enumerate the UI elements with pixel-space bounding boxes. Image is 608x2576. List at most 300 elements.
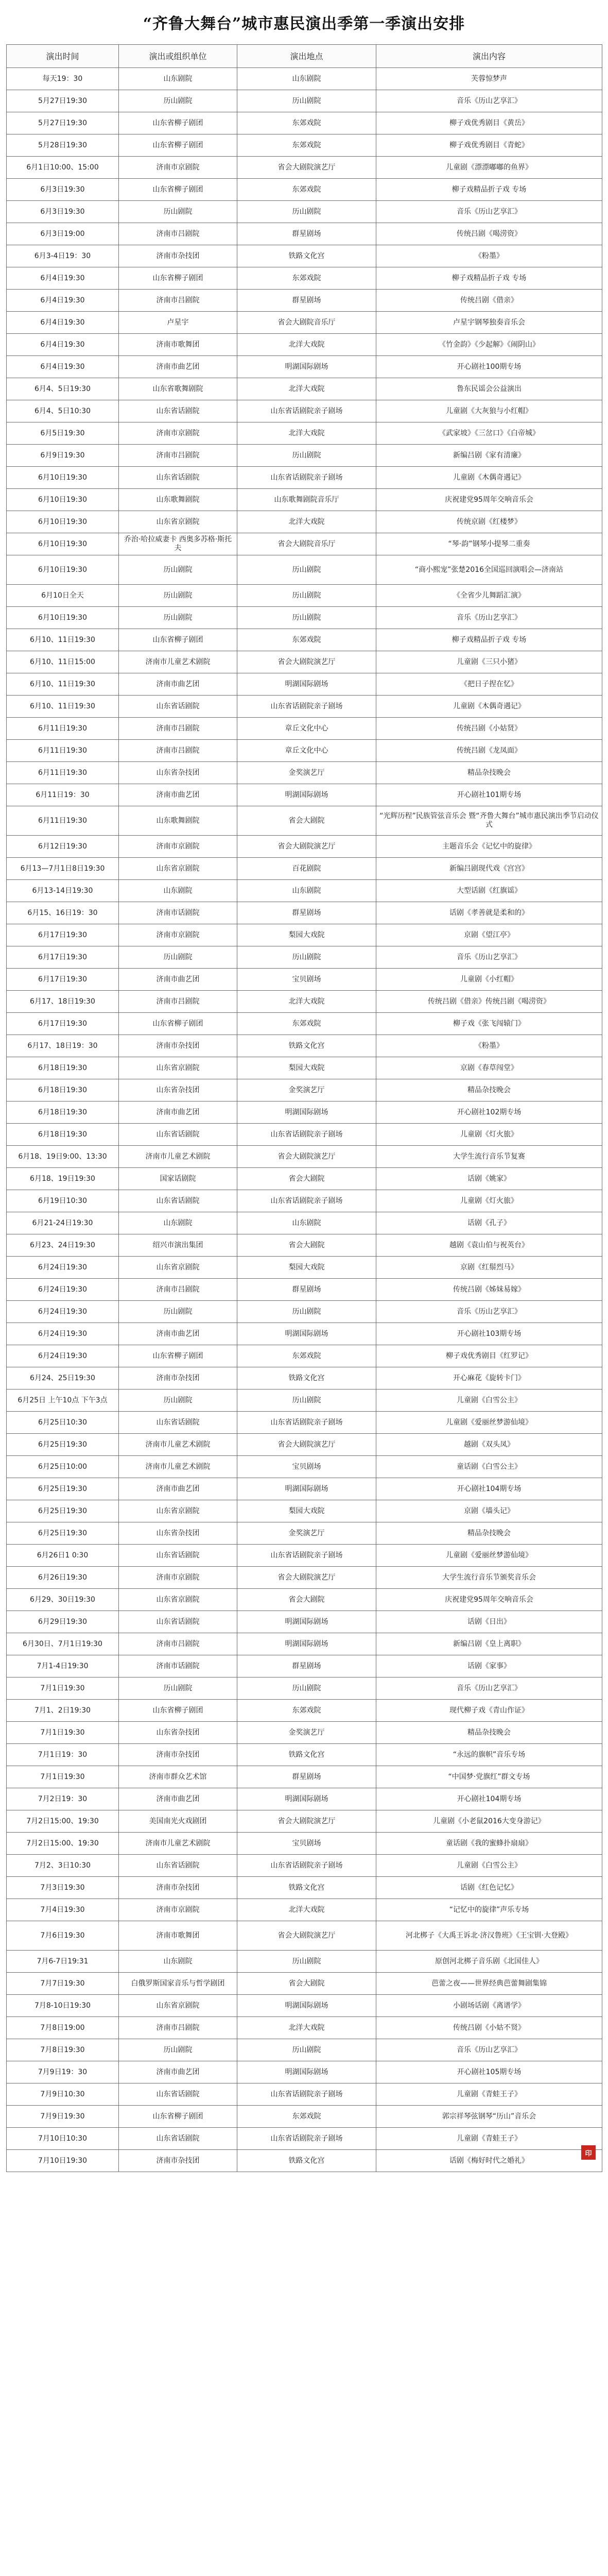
cell-venue: 东郊戏院 (237, 179, 376, 201)
cell-content: 开心剧社103期专场 (376, 1323, 602, 1345)
table-row (7, 836, 602, 858)
cell-venue: 山东省话剧院亲子剧场 (237, 2083, 376, 2106)
cell-content: 传统吕剧《小姑不贤》 (376, 2017, 602, 2039)
cell-content: 童话剧《我的蜜蜂扑扇扇》 (376, 1833, 602, 1855)
cell-venue: 群星剧场 (237, 1279, 376, 1301)
cell-organizer: 济南市曲艺团 (119, 673, 237, 696)
cell-venue: 历山剧院 (237, 90, 376, 112)
cell-organizer: 山东省话剧院 (119, 696, 237, 718)
cell-organizer: 济南市杂技团 (119, 2150, 237, 2172)
cell-time: 7月4日19:30 (7, 1899, 119, 1921)
table-row (7, 1057, 602, 1079)
cell-time: 6月3日19:00 (7, 223, 119, 245)
cell-content: 《把日子捏在忆》 (376, 673, 602, 696)
cell-organizer: 山东省京剧院 (119, 1995, 237, 2017)
table-row (7, 880, 602, 902)
cell-content: 传统吕剧《姊妹易嫁》 (376, 1279, 602, 1301)
cell-content: 话剧《红色记忆》 (376, 1877, 602, 1899)
table-row (7, 969, 602, 991)
cell-content: 开心剧社104期专场 (376, 1788, 602, 1810)
cell-venue: 北洋大戏院 (237, 991, 376, 1013)
table-row (7, 1013, 602, 1035)
cell-organizer: 山东省京剧院 (119, 1500, 237, 1522)
cell-content: 大学生流行音乐节复赛 (376, 1146, 602, 1168)
cell-content: 庆祝建党95周年交响音乐会 (376, 489, 602, 511)
cell-time: 6月25日 上午10点 下午3点 (7, 1389, 119, 1412)
cell-organizer: 山东省柳子剧团 (119, 134, 237, 157)
table-row (7, 902, 602, 924)
table-row (7, 1744, 602, 1766)
cell-venue: 历山剧院 (237, 2039, 376, 2061)
cell-venue: 历山剧院 (237, 555, 376, 585)
table-row (7, 585, 602, 607)
cell-content: 鲁东民谣会公益演出 (376, 378, 602, 400)
cell-content: “永远的旗帜”音乐专场 (376, 1744, 602, 1766)
cell-venue: 山东省话剧院亲子剧场 (237, 1124, 376, 1146)
cell-venue: 明湖国际剧场 (237, 673, 376, 696)
cell-organizer: 山东省话剧院 (119, 400, 237, 422)
cell-organizer: 济南市吕剧院 (119, 1279, 237, 1301)
table-row (7, 267, 602, 290)
table-row (7, 1810, 602, 1833)
cell-organizer: 山东省柳子剧团 (119, 1345, 237, 1367)
cell-time: 7月1日19:30 (7, 1677, 119, 1700)
table-row (7, 1456, 602, 1478)
cell-venue: 铁路文化宫 (237, 1035, 376, 1057)
table-row (7, 400, 602, 422)
table-row (7, 1168, 602, 1190)
cell-time: 6月9日19:30 (7, 445, 119, 467)
cell-content: 开心剧社104期专场 (376, 1478, 602, 1500)
cell-organizer: 济南市歌舞团 (119, 334, 237, 356)
table-row (7, 1190, 602, 1212)
cell-content: 儿童剧《白雪公主》 (376, 1855, 602, 1877)
table-row (7, 2039, 602, 2061)
cell-organizer: 山东省话剧院 (119, 1545, 237, 1567)
cell-organizer: 济南市曲艺团 (119, 1478, 237, 1500)
cell-content: 儿童剧《木偶奇遇记》 (376, 467, 602, 489)
cell-content: 传统京剧《红楼梦》 (376, 511, 602, 533)
cell-organizer: 历山剧院 (119, 1301, 237, 1323)
cell-time: 6月10日19:30 (7, 533, 119, 555)
cell-venue: 省会大剧院演艺厅 (237, 1921, 376, 1951)
cell-organizer: 山东省话剧院 (119, 1611, 237, 1633)
cell-content: 开心麻花《旋转卡门》 (376, 1367, 602, 1389)
cell-content: 音乐《历山艺享汇》 (376, 1677, 602, 1700)
table-header-row (7, 45, 602, 68)
table-row (7, 1899, 602, 1921)
cell-organizer: 山东省杂技团 (119, 1722, 237, 1744)
table-row (7, 1633, 602, 1655)
table-row (7, 334, 602, 356)
cell-venue: 北洋大戏院 (237, 378, 376, 400)
cell-time: 6月11日19:30 (7, 762, 119, 784)
cell-content: 柳子戏精品折子戏 专场 (376, 629, 602, 651)
cell-organizer: 山东省话剧院 (119, 1412, 237, 1434)
table-row (7, 1367, 602, 1389)
cell-organizer: 济南市儿童艺术剧院 (119, 1146, 237, 1168)
cell-organizer: 山东剧院 (119, 68, 237, 90)
cell-time: 6月18日19:30 (7, 1079, 119, 1101)
cell-content: 卢星宇钢琴独奏音乐会 (376, 312, 602, 334)
cell-content: 儿童剧《小老鼠2016大变身游记》 (376, 1810, 602, 1833)
cell-venue: 历山剧院 (237, 445, 376, 467)
cell-time: 6月18、19日9:00、13:30 (7, 1146, 119, 1168)
cell-venue: 群星剧场 (237, 1766, 376, 1788)
cell-time: 7月8日19:00 (7, 2017, 119, 2039)
cell-venue: 金奖演艺厅 (237, 1722, 376, 1744)
table-row (7, 467, 602, 489)
cell-venue: 群星剧场 (237, 902, 376, 924)
cell-content: 大型话剧《红旗谣》 (376, 880, 602, 902)
cell-time: 6月25日19:30 (7, 1478, 119, 1500)
cell-time: 6月10、11日15:00 (7, 651, 119, 673)
cell-venue: 山东剧院 (237, 68, 376, 90)
cell-organizer: 济南市杂技团 (119, 1367, 237, 1389)
cell-time: 6月4日19:30 (7, 290, 119, 312)
cell-venue: 梨园大戏院 (237, 1057, 376, 1079)
cell-venue: 山东剧院 (237, 1212, 376, 1234)
cell-content: “光辉历程”民族管弦音乐会 暨“齐鲁大舞台”城市惠民演出季节启动仪式 (376, 806, 602, 836)
table-row (7, 1279, 602, 1301)
cell-venue: 东郊戏院 (237, 1700, 376, 1722)
cell-venue: 明湖国际剧场 (237, 356, 376, 378)
cell-organizer: 济南市儿童艺术剧院 (119, 651, 237, 673)
cell-content: 话剧《日出》 (376, 1611, 602, 1633)
cell-content: “记忆中的旋律”声乐专场 (376, 1899, 602, 1921)
header-time: 演出时间 (7, 45, 119, 68)
cell-content: 开心剧社102期专场 (376, 1101, 602, 1124)
cell-time: 6月10日19:30 (7, 555, 119, 585)
table-row (7, 511, 602, 533)
cell-time: 6月18日19:30 (7, 1101, 119, 1124)
cell-content: 话剧《孔子》 (376, 1212, 602, 1234)
cell-time: 6月4日19:30 (7, 312, 119, 334)
cell-time: 6月10日19:30 (7, 607, 119, 629)
cell-content: 柳子戏优秀剧目《青蛇》 (376, 134, 602, 157)
cell-organizer: 历山剧院 (119, 585, 237, 607)
cell-venue: 历山剧院 (237, 585, 376, 607)
cell-content: 开心剧社100期专场 (376, 356, 602, 378)
cell-organizer: 山东省柳子剧团 (119, 267, 237, 290)
cell-venue: 省会大剧院音乐厅 (237, 312, 376, 334)
cell-time: 6月19日10:30 (7, 1190, 119, 1212)
table-row (7, 245, 602, 267)
table-row (7, 2128, 602, 2150)
cell-venue: 省会大剧院演艺厅 (237, 1567, 376, 1589)
cell-time: 6月10日19:30 (7, 511, 119, 533)
cell-time: 6月24日19:30 (7, 1279, 119, 1301)
cell-venue: 山东省话剧院亲子剧场 (237, 1855, 376, 1877)
cell-content: 精品杂技晚会 (376, 1722, 602, 1744)
table-row (7, 1257, 602, 1279)
cell-venue: 山东省话剧院亲子剧场 (237, 1412, 376, 1434)
cell-time: 7月9日10:30 (7, 2083, 119, 2106)
table-row (7, 1973, 602, 1995)
cell-organizer: 济南市杂技团 (119, 1035, 237, 1057)
cell-organizer: 济南市吕剧院 (119, 2017, 237, 2039)
cell-organizer: 山东省柳子剧团 (119, 179, 237, 201)
cell-content: 音乐《历山艺享汇》 (376, 2039, 602, 2061)
cell-content: 柳子戏精品折子戏 专场 (376, 267, 602, 290)
cell-venue: 金奖演艺厅 (237, 1522, 376, 1545)
cell-venue: 山东省话剧院亲子剧场 (237, 400, 376, 422)
cell-organizer: 济南市京剧院 (119, 924, 237, 946)
table-row (7, 1567, 602, 1589)
cell-time: 6月11日19:30 (7, 806, 119, 836)
cell-time: 6月17日19:30 (7, 1013, 119, 1035)
cell-time: 6月13—7月1日8日19:30 (7, 858, 119, 880)
table-row (7, 2150, 602, 2172)
table-row (7, 1212, 602, 1234)
table-row (7, 1995, 602, 2017)
cell-venue: 省会大剧院演艺厅 (237, 836, 376, 858)
table-row (7, 2083, 602, 2106)
cell-content: 庆祝建党95周年交响音乐会 (376, 1589, 602, 1611)
cell-organizer: 济南市京剧院 (119, 1899, 237, 1921)
table-row (7, 1101, 602, 1124)
table-row (7, 1700, 602, 1722)
cell-time: 6月13-14日19:30 (7, 880, 119, 902)
cell-time: 6月5日19:30 (7, 422, 119, 445)
cell-organizer: 山东省话剧院 (119, 1190, 237, 1212)
table-row (7, 1301, 602, 1323)
cell-content: 传统吕剧《小姑贤》 (376, 718, 602, 740)
cell-time: 6月12日19:30 (7, 836, 119, 858)
cell-venue: 明湖国际剧场 (237, 1633, 376, 1655)
table-row (7, 629, 602, 651)
cell-content: “琴·韵”钢琴小提琴二重奏 (376, 533, 602, 555)
cell-time: 6月15、16日19：30 (7, 902, 119, 924)
cell-time: 6月1日10:00、15:00 (7, 157, 119, 179)
table-row (7, 290, 602, 312)
cell-time: 7月2日15:00、19:30 (7, 1810, 119, 1833)
cell-organizer: 济南市吕剧院 (119, 223, 237, 245)
cell-organizer: 济南市京剧院 (119, 836, 237, 858)
cell-content: 大学生流行音乐节颁奖音乐会 (376, 1567, 602, 1589)
cell-venue: 明湖国际剧场 (237, 1101, 376, 1124)
table-row (7, 784, 602, 806)
table-row (7, 201, 602, 223)
cell-venue: 东郊戏院 (237, 134, 376, 157)
cell-content: 儿童剧《木偶奇遇记》 (376, 696, 602, 718)
table-row (7, 134, 602, 157)
table-row (7, 157, 602, 179)
cell-content: 儿童剧《青蛙王子》 (376, 2083, 602, 2106)
cell-organizer: 山东歌舞剧院 (119, 489, 237, 511)
table-row (7, 1855, 602, 1877)
cell-organizer: 山东省京剧院 (119, 511, 237, 533)
cell-content: 柳子戏《张飞闯辕门》 (376, 1013, 602, 1035)
cell-content: “中国梦·党旗红”群文专场 (376, 1766, 602, 1788)
cell-time: 6月3-4日19：30 (7, 245, 119, 267)
table-row (7, 2106, 602, 2128)
cell-content: 话剧《梅好时代之婚礼》 (376, 2150, 602, 2172)
cell-content: 传统吕剧《借亲》 (376, 290, 602, 312)
cell-content: 京剧《红鬃烈马》 (376, 1257, 602, 1279)
cell-organizer: 山东省杂技团 (119, 1522, 237, 1545)
cell-content: 传统吕剧《借亲》传统吕剧《喝涝资》 (376, 991, 602, 1013)
cell-venue: 梨园大戏院 (237, 1500, 376, 1522)
table-row (7, 422, 602, 445)
cell-content: 《竹金韵》《少起解》《闹阴山》 (376, 334, 602, 356)
cell-venue: 金奖演艺厅 (237, 762, 376, 784)
cell-venue: 群星剧场 (237, 223, 376, 245)
cell-organizer: 山东省杂技团 (119, 762, 237, 784)
cell-venue: 铁路文化宫 (237, 1367, 376, 1389)
cell-organizer: 山东省柳子剧团 (119, 112, 237, 134)
cell-venue: 山东省话剧院亲子剧场 (237, 467, 376, 489)
cell-time: 7月1日19:30 (7, 1766, 119, 1788)
cell-organizer: 卢星宇 (119, 312, 237, 334)
table-row (7, 946, 602, 969)
cell-venue: 群星剧场 (237, 1655, 376, 1677)
cell-time: 6月24日19:30 (7, 1257, 119, 1279)
cell-organizer: 国家话剧院 (119, 1168, 237, 1190)
cell-time: 6月25日19:30 (7, 1522, 119, 1545)
cell-content: 儿童剧《灯火旅》 (376, 1190, 602, 1212)
cell-time: 6月11日19:30 (7, 740, 119, 762)
table-row (7, 1434, 602, 1456)
cell-content: 新编吕剧《家有清廉》 (376, 445, 602, 467)
schedule-body (7, 68, 602, 2172)
cell-organizer: 山东省杂技团 (119, 1079, 237, 1101)
cell-content: 童话剧《白雪公主》 (376, 1456, 602, 1478)
table-row (7, 806, 602, 836)
cell-time: 6月24日19:30 (7, 1301, 119, 1323)
table-row (7, 1146, 602, 1168)
cell-organizer: 历山剧院 (119, 2039, 237, 2061)
cell-organizer: 山东省京剧院 (119, 1057, 237, 1079)
cell-venue: 东郊戏院 (237, 112, 376, 134)
cell-time: 7月7日19:30 (7, 1973, 119, 1995)
cell-content: 柳子戏精品折子戏 专场 (376, 179, 602, 201)
cell-organizer: 济南市京剧院 (119, 422, 237, 445)
cell-time: 7月1日19：30 (7, 1744, 119, 1766)
cell-time: 6月18日19:30 (7, 1057, 119, 1079)
cell-organizer: 历山剧院 (119, 607, 237, 629)
cell-content: 小剧场话剧《离谱学》 (376, 1995, 602, 2017)
cell-time: 6月29、30日19:30 (7, 1589, 119, 1611)
table-row (7, 2061, 602, 2083)
cell-venue: 历山剧院 (237, 1677, 376, 1700)
cell-time: 6月18、19日19:30 (7, 1168, 119, 1190)
cell-content: 开心剧社101期专场 (376, 784, 602, 806)
cell-venue: 铁路文化宫 (237, 245, 376, 267)
cell-organizer: 济南市杂技团 (119, 245, 237, 267)
cell-content: 儿童剧《大灰狼与小红帽》 (376, 400, 602, 422)
cell-organizer: 白俄罗斯国家音乐与哲学剧团 (119, 1973, 237, 1995)
cell-venue: 北洋大戏院 (237, 422, 376, 445)
cell-organizer: 绍兴市演出集团 (119, 1234, 237, 1257)
schedule-table (6, 44, 602, 2172)
table-row (7, 223, 602, 245)
cell-content: 开心剧社105期专场 (376, 2061, 602, 2083)
cell-organizer: 济南市话剧院 (119, 902, 237, 924)
cell-time: 6月24、25日19:30 (7, 1367, 119, 1389)
cell-organizer: 山东省话剧院 (119, 467, 237, 489)
cell-content: 新编吕剧现代戏《宫宫》 (376, 858, 602, 880)
cell-content: 京剧《春草闯堂》 (376, 1057, 602, 1079)
cell-time: 6月21-24日19:30 (7, 1212, 119, 1234)
table-row (7, 1522, 602, 1545)
cell-content: 原创河北梆子音乐剧《北国佳人》 (376, 1951, 602, 1973)
cell-venue: 铁路文化宫 (237, 1744, 376, 1766)
cell-time: 5月27日19:30 (7, 90, 119, 112)
cell-venue: 北洋大戏院 (237, 1899, 376, 1921)
cell-time: 7月6日19:30 (7, 1921, 119, 1951)
cell-organizer: 历山剧院 (119, 946, 237, 969)
cell-organizer: 山东省京剧院 (119, 1589, 237, 1611)
cell-time: 6月10日19:30 (7, 489, 119, 511)
cell-time: 6月23、24日19:30 (7, 1234, 119, 1257)
cell-time: 7月6-7日19:31 (7, 1951, 119, 1973)
cell-time: 6月25日10:00 (7, 1456, 119, 1478)
cell-content: 话剧《孝善就是柔和的》 (376, 902, 602, 924)
cell-organizer: 济南市曲艺团 (119, 356, 237, 378)
table-row (7, 1611, 602, 1633)
cell-content: 现代柳子戏《青山作证》 (376, 1700, 602, 1722)
cell-time: 7月1、2日19:30 (7, 1700, 119, 1722)
cell-organizer: 山东省话剧院 (119, 1855, 237, 1877)
cell-venue: 省会大剧院音乐厅 (237, 533, 376, 555)
cell-time: 每天19：30 (7, 68, 119, 90)
table-row (7, 1921, 602, 1951)
cell-content: 精品杂技晚会 (376, 762, 602, 784)
cell-time: 6月17日19:30 (7, 924, 119, 946)
cell-time: 7月1日19:30 (7, 1722, 119, 1744)
table-row (7, 651, 602, 673)
table-row (7, 1323, 602, 1345)
cell-organizer: 济南市杂技团 (119, 1877, 237, 1899)
cell-venue: 东郊戏院 (237, 629, 376, 651)
cell-venue: 历山剧院 (237, 201, 376, 223)
table-row (7, 1478, 602, 1500)
cell-time: 7月2日15:00、19:30 (7, 1833, 119, 1855)
cell-content: 儿童剧《爱丽丝梦游仙境》 (376, 1412, 602, 1434)
cell-time: 6月4、5日19:30 (7, 378, 119, 400)
table-row (7, 533, 602, 555)
cell-venue: 省会大剧院演艺厅 (237, 1146, 376, 1168)
cell-venue: 省会大剧院演艺厅 (237, 651, 376, 673)
cell-content: 儿童剧《漂漂嘟嘟的鱼界》 (376, 157, 602, 179)
cell-time: 6月4日19:30 (7, 334, 119, 356)
table-row (7, 1951, 602, 1973)
cell-venue: 铁路文化宫 (237, 2150, 376, 2172)
cell-venue: 山东省话剧院亲子剧场 (237, 696, 376, 718)
cell-organizer: 济南市曲艺团 (119, 1323, 237, 1345)
table-row (7, 489, 602, 511)
cell-content: 郭宗祥琴弦钢琴“历山”音乐会 (376, 2106, 602, 2128)
cell-venue: 山东省话剧院亲子剧场 (237, 1545, 376, 1567)
table-row (7, 68, 602, 90)
cell-venue: 梨园大戏院 (237, 924, 376, 946)
cell-organizer: 济南市吕剧院 (119, 1633, 237, 1655)
cell-time: 6月10、11日19:30 (7, 629, 119, 651)
cell-venue: 历山剧院 (237, 1951, 376, 1973)
cell-organizer: 济南市儿童艺术剧院 (119, 1434, 237, 1456)
table-row (7, 858, 602, 880)
cell-venue: 历山剧院 (237, 946, 376, 969)
cell-venue: 山东歌舞剧院音乐厅 (237, 489, 376, 511)
cell-time: 6月17、18日19:30 (7, 991, 119, 1013)
cell-content: 《武家坡》《三岔口》《白帝城》 (376, 422, 602, 445)
cell-organizer: 济南市曲艺团 (119, 784, 237, 806)
cell-content: 音乐《历山艺享汇》 (376, 607, 602, 629)
cell-venue: 山东剧院 (237, 880, 376, 902)
cell-content: 主题音乐会《记忆中的旋律》 (376, 836, 602, 858)
table-row (7, 1722, 602, 1744)
